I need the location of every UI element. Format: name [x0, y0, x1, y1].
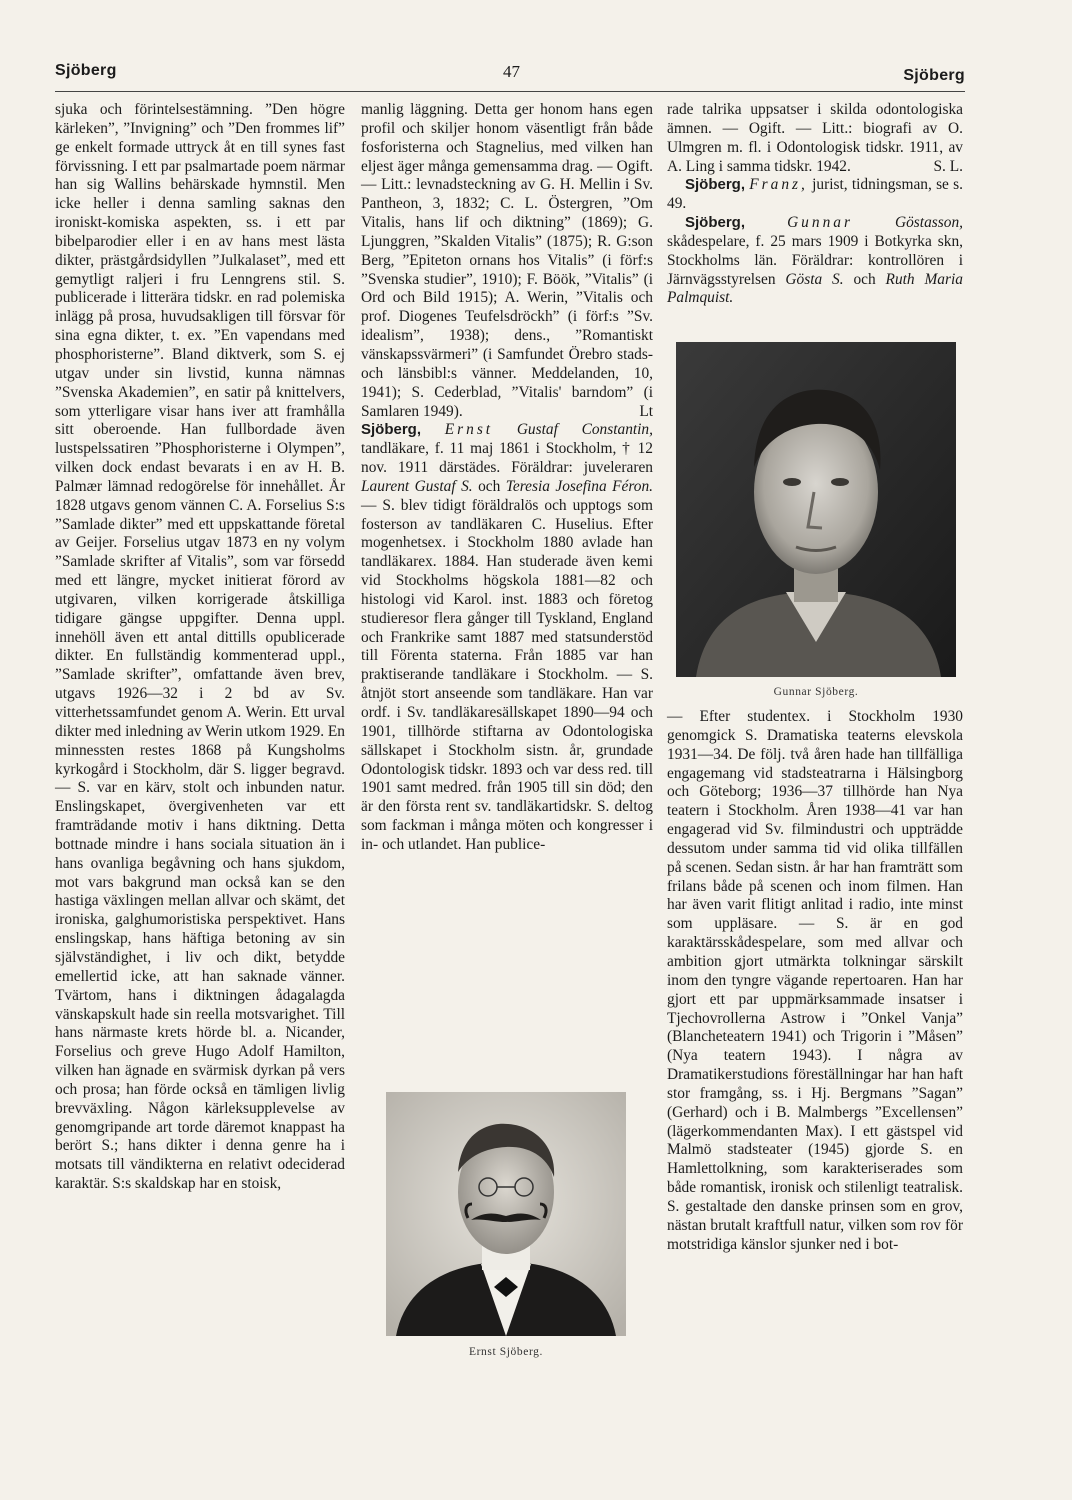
- entry-intro: tandläkare, f. 11 maj 1861 i Stockholm, † 12 nov. 1911 därstädes. Föräldrar: juveleraren: [361, 440, 653, 477]
- entry-body: — S. blev tidigt föräldralös och upptogs som fosterson av tandläkaren C. Huselius. Efter mogenhetsex. i Stockholm 1880 avlade han tandläkarex. 1884. Han studerade även kemi vid Stockholms högskola 1881—82 och histologi vid Karol. inst. 1883 och företog studieresor flera gånger till Tyskland, England och Frankrike samt 1887 med statsunderstöd till Förenta staterna. Från 1885 var han praktiserande tandläkare i Stockholm. — S. åtnjöt stort anseende som tandläkare. Han var ordf. i Sv. tandläkaresällskapet 1890—94 och 1901, tillhörde stiftarna av Odontologiska sällskapet i Stockholm sistn. år, grundade Odontologisk tidskr. 1893 och var dess red. till 1901 samt medred. från 1905 till sin död; den är den första rent sv. tandläkartidskr. S. deltog som fackman i många möten och kongresser i in- och utlandet. Han publice-: [361, 496, 653, 853]
- entry-first-name: Gunnar: [787, 214, 853, 232]
- gunnar-biography-text: — Efter studentex. i Stockholm 1930 genomgick S. Dramatiska teaterns elevskola 1931—34. De följ. två åren hade han tillfälliga engagemang vid stadsteatrarna i Hälsingborg och Göteborg; 1936—37 tillhörde han Nya teatern i Stockholm. Åren 1938—41 var han engagerad vid Sv. filmindustri och uppträdde dessutom under samma tid vid olika tillfällen på scenen. Sedan sistn. år har han framträtt som frilans både på scenen och inom filmen. Han har även varit flitigt anlitad i radio, inte minst som uppläsare. — S. är en god karaktärsskådespelare, som med allvar och ambition gjort utmärkta tolkningar särskilt inom den tyngre vägande repertoaren. Han har gjort ett par uppmärksammade insatser i Tjechovrollerna Astrow i ”Onkel Vanja” (Blancheteatern 1941) och Trigorin i ”Måsen” (Nya teatern 1943). I några av Dramatikerstudions föreställningar har han haft stor framgång, ss. i Hj. Bergmans ”Sagan” (Gerhard) och i B. Malmbergs ”Excellensen” (lägerkommendanten Max). I ett gästspel vid Malmö stadsteater (1945) gjorde S. en Hamlettolkning, som karakteriserades som både romantisk, ironisk och stilenligt teatralisk. S. gestaltade den danske prinsen som en grov, nästan brutalt kraftfull natur, vilken som rov för motstridiga känslor sjunker ned i bot-: [667, 708, 963, 1253]
- ernst-literature-body: rade talrika uppsatser i skilda odontologiska ämnen. — Ogift. — Litt.: biografi av O. Ulmgren m. fl. i Odontologisk tidskr. 1911, av A. Ling i samma tidskr. 1942.: [667, 101, 963, 175]
- entry-surname: Sjöberg,: [685, 214, 746, 232]
- entry-patronymic: Göstasson,: [895, 214, 963, 232]
- entry-first-name: Franz,: [749, 176, 808, 194]
- signature-sl: S. L.: [933, 157, 963, 175]
- photo-caption-ernst: Ernst Sjöberg.: [469, 1346, 543, 1358]
- page-number: 47: [503, 62, 520, 81]
- ernst-literature-text: [667, 101, 963, 176]
- entry-surname: Sjöberg,: [685, 176, 746, 194]
- entry-father: Laurent Gustaf S.: [361, 477, 473, 495]
- running-head-right: Sjöberg: [903, 67, 965, 84]
- entry-surname: Sjöberg,: [361, 421, 422, 439]
- entry-first-name: Ernst: [444, 421, 494, 439]
- entry-mother: Ruth Maria Palmquist.: [667, 270, 963, 307]
- entry-middle-names: Gustaf Constantin,: [516, 421, 653, 439]
- page-header: [55, 62, 965, 90]
- portrait-photo-ernst: [386, 1092, 626, 1336]
- entry-and: och: [478, 477, 501, 495]
- entry-intro: skådespelare, f. 25 mars 1909 i Botkyrka skn, Stockholms län. Föräldrar: kontrollören i Järnvägsstyrelsen: [667, 232, 963, 288]
- running-head-left: Sjöberg: [55, 62, 117, 79]
- portrait-photo-gunnar: [676, 342, 956, 677]
- entry-ernst-sjoberg: [361, 421, 653, 854]
- entry-mother: Teresia Josefina Féron.: [505, 477, 653, 495]
- column-1: [55, 101, 345, 1194]
- column-3-continued: [667, 708, 963, 1254]
- entry-and: och: [853, 270, 876, 288]
- signature-lt: Lt: [639, 402, 653, 420]
- column-3: [667, 101, 963, 308]
- entry-body: jurist, tidningsman, se s. 49.: [667, 176, 963, 213]
- vitalis-literature-text: [361, 101, 653, 421]
- header-rule: [55, 91, 965, 92]
- column-1-text: sjuka och förintelsestämning. ”Den högre kärleken”, ”Invigning” och ”Den frommes lif” ge enkelt formade uttryck åt en till synes fast förvissning. I ett par psalmartade poem närmar han sig Wallins behärskade hymnstil. Men icke heller i denna samling saknas den ironiskt-komiska aspekten, ss. i ett par bibelparodier eller i en av hans mest lästa dikter, prästgårdsidyllen ”Julkalaset”, med ett gemytligt raljeri i fru Lenngrens stil. S. publicerade i litterära tidskr. en rad polemiska inlägg på prosa, huvudsakligen till försvar för sina egna dikter, t. ex. ”En vapendans med phosphoristerne”. Bland diktverk, som S. ej utgav under sin livstid, kunna nämnas ”Svenska Akademien”, en satir på knittelvers, som ytterligare visar hans iver att framhålla sitt oberoende. Han fullbordade även lustspelssatiren ”Phosphoristerne i Olympen”, vilken dock endast bevarats i en av H. B. Palmær lämnad redogörelse för innehållet. År 1828 utgavs genom vännen C. A. Forselius S:s ”Samlade dikter” med ett uppskattande företal av Geijer. Forselius utgav 1873 en ny volym ”Samlade skrifter af Vitalis”, som var försedd med ett längre, mycket initierat förord av utgivaren, vilken korrigerade åtskilliga tidigare gängse uppgifter. Denna uppl. innehöll även ett antal dittills opublicerade dikter. En fullständig kommenterad uppl., ”Samlade skrifter”, omfattande även brev, utgavs 1926—32 i 2 bd av Sv. vitterhetssamfundet genom A. Werin. Ett urval dikter med inledning av Werin utkom 1929. En minnessten restes 1868 på Kungsholms kyrkogård i Stockholm, där S. ligger begravd. — S. var en kärv, stolt och inbunden natur. Enslingskapet, övergivenheten var ett framträdande motiv i hans diktning. Detta bottnade mindre i hans sociala situation än i hans ovanliga begåvning och hans sjukdom, mot vars bakgrund man också kan se den hastiga växlingen mellan allvar och skämt, det ironiska, galghumoristiska perspektivet. Hans enslingskap, hans häftiga betoning av sin självständighet, i liv och dikt, betydde emellertid icke, att han saknade vänner. Tvärtom, hans i diktningen ådagalagda vänskapskult hade sin reella motsvarighet. Till hans närmaste krets hörde bl. a. Nicander, Forselius och greve Hugo Adolf Hamilton, vilken han ägnade en svärmisk dyrkan på vers och prosa; han förde också en tämligen livlig brevväxling. Någon kärleksupplevelse av genomgripande art torde däremot knappast ha berört S.; hans dikter i denna genre ha i motsats till vändikterna en relativt odeciderad karaktär. S:s skaldskap har en stoisk,: [55, 101, 345, 1193]
- photo-caption-gunnar: Gunnar Sjöberg.: [773, 686, 859, 698]
- entry-father: Gösta S.: [785, 270, 844, 288]
- column-2: [361, 101, 653, 855]
- entry-franz-sjoberg: [667, 176, 963, 214]
- vitalis-literature-body: manlig läggning. Detta ger honom hans egen profil och skiljer honom väsentligt från både fosforisterna och Stagnelius, med vilken han eljest äger många gemensamma drag. — Ogift. — Litt.: levnadsteckning av G. H. Mellin i Sv. Pantheon, 3, 1832; C. L. Östergren, ”Om Vitalis, hans lif och diktning” (1869); G. Ljunggren, ”Skalden Vitalis” (1875); R. G:son Berg, ”Epiteton ornans hos Vitalis” (i förf:s ”Svenska studier”, 1910); F. Böök, ”Vitalis” (i Ord och Bild 1915); A. Werin, ”Vitalis och prof. Diogenes Teufelsdröckh” (i förf:s ”Sv. idealism”, 1938); dens., ”Romantiskt vänskapssvärmeri” (i Samfundet Örebro stads- och länsbibl:s vänner. Meddelanden, 10, 1941); S. Cederblad, ”Vitalis' barndom” (i Samlaren 1949).: [361, 101, 653, 420]
- entry-gunnar-sjoberg: [667, 214, 963, 308]
